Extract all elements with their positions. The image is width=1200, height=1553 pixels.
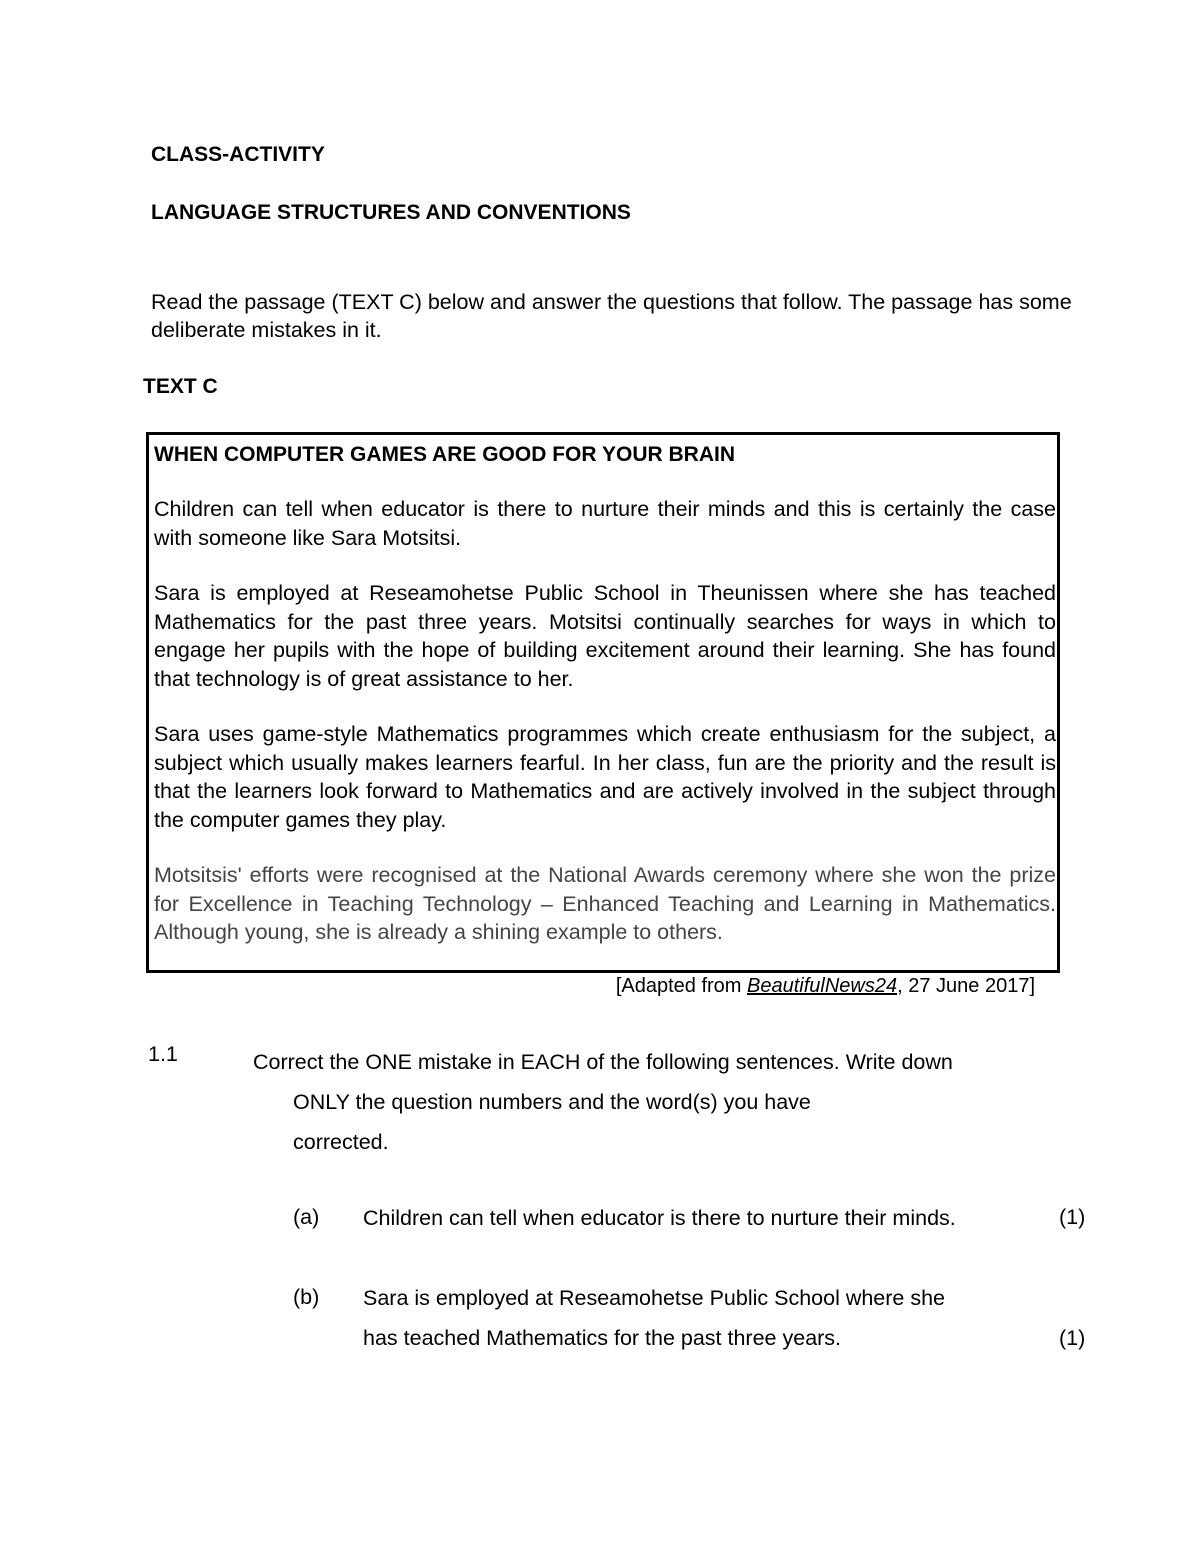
class-activity-heading: CLASS-ACTIVITY <box>151 143 325 166</box>
source-citation <box>616 975 1035 998</box>
passage-title: WHEN COMPUTER GAMES ARE GOOD FOR YOUR BRAIN <box>154 443 736 466</box>
item-b-mark: (1) <box>1059 1326 1086 1350</box>
source-prefix: [Adapted from <box>615 975 748 997</box>
passage-paragraph-3: Sara uses game-style Mathematics programmes which create enthusiasm for the subject, a subject which usually makes learners fearful. In her class, fun are the priority and the result is that the learners look forward to Mathematics and are actively involved in the subject through the computer games they play. <box>154 722 1056 832</box>
passage-paragraph-2: Sara is employed at Reseamohetse Public School in Theunissen where she has teached Mathematics for the past three years. Motsitsi continually searches for ways in which to engage her pupils with the hope of building excitement around their learning. She has found that technology is of great assistance to her. <box>154 581 1056 691</box>
passage-paragraph-4: Motsitsis' efforts were recognised at the National Awards ceremony where she won the prize for Excellence in Teaching Technology – Enhanced Teaching and Learning in Mathematics. Although young, she is already a shining example to others. <box>154 863 1056 944</box>
item-a-text: Children can tell when educator is there to nurture their minds. <box>363 1206 956 1230</box>
item-a-label: (a) <box>293 1205 320 1229</box>
item-b-text-line-2: has teached Mathematics for the past three years. <box>363 1326 842 1350</box>
question-number: 1.1 <box>148 1042 178 1066</box>
source-suffix: , 27 June 2017] <box>897 975 1035 997</box>
question-instruction <box>253 1042 1053 1162</box>
instruction-text: Read the passage (TEXT C) below and answer the questions that follow. The passage has some deliberate mistakes in it. <box>151 290 1072 342</box>
section-title: LANGUAGE STRUCTURES AND CONVENTIONS <box>151 201 631 224</box>
text-label: TEXT C <box>143 375 218 398</box>
source-name: BeautifulNews24 <box>747 975 898 997</box>
item-b-label: (b) <box>293 1285 320 1309</box>
item-b-text-line-1: Sara is employed at Reseamohetse Public School where she <box>363 1286 946 1310</box>
question-line-3: corrected. <box>293 1130 389 1154</box>
item-a-mark: (1) <box>1059 1205 1086 1229</box>
question-line-2: ONLY the question numbers and the word(s) you have <box>293 1090 811 1114</box>
passage-box <box>146 432 1060 973</box>
passage-paragraph-1: Children can tell when educator is there to nurture their minds and this is certainly the case with someone like Sara Motsitsi. <box>154 497 1056 550</box>
question-line-1: Correct the ONE mistake in EACH of the following sentences. Write down <box>253 1050 953 1074</box>
